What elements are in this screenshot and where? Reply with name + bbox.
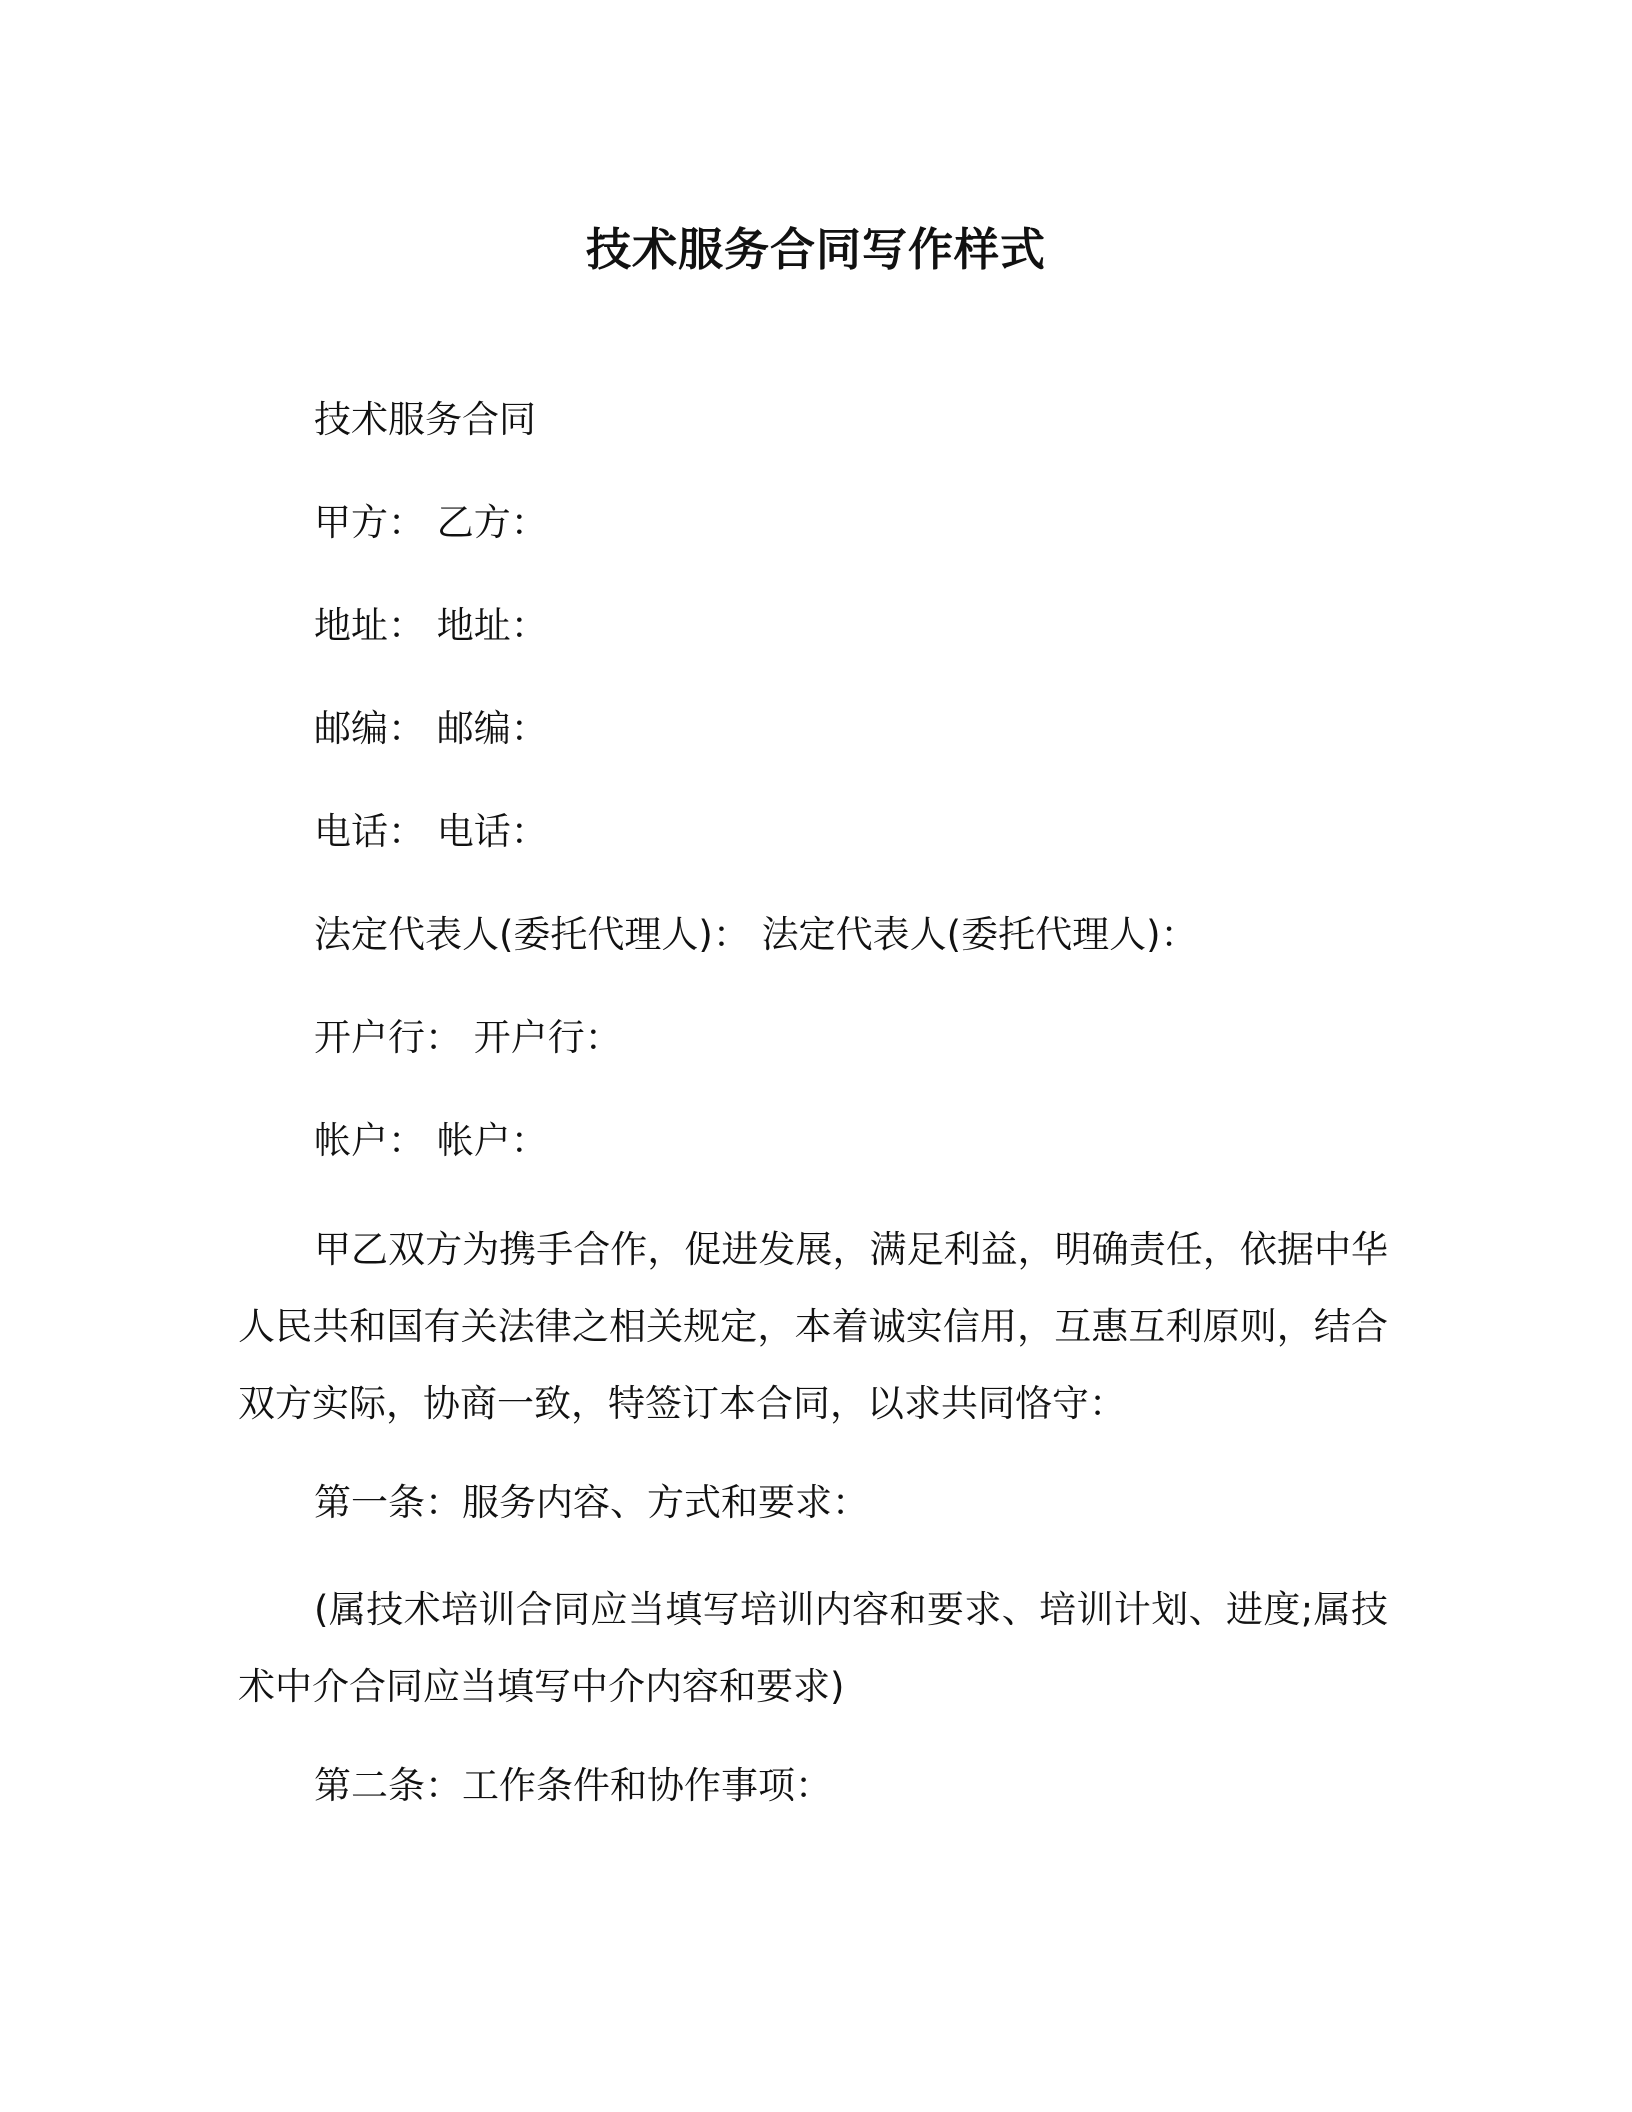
account-line: 帐户： 帐户： — [314, 1119, 548, 1162]
address-line: 地址： 地址： — [314, 604, 548, 647]
contract-subtitle: 技术服务合同 — [314, 398, 536, 441]
article-1-note: (属技术培训合同应当填写培训内容和要求、培训计划、进度;属技术中介合同应当填写中介内容和要求) — [238, 1588, 1388, 1708]
postcode-line: 邮编： 邮编： — [314, 707, 548, 750]
article-1-heading: 第一条：服务内容、方式和要求： — [314, 1481, 869, 1524]
party-line: 甲方： 乙方： — [314, 501, 548, 544]
article-2-heading: 第二条：工作条件和协作事项： — [314, 1764, 832, 1807]
bank-line: 开户行： 开户行： — [314, 1016, 622, 1059]
phone-line: 电话： 电话： — [314, 810, 548, 853]
document-title: 技术服务合同写作样式 — [585, 223, 1046, 276]
representative-line: 法定代表人(委托代理人)： 法定代表人(委托代理人)： — [314, 913, 1198, 956]
preamble-paragraph: 甲乙双方为携手合作，促进发展，满足利益，明确责任，依据中华人民共和国有关法律之相关规定，本着诚实信用，互惠互利原则，结合双方实际，协商一致，特签订本合同，以求共同恪守： — [238, 1228, 1388, 1425]
